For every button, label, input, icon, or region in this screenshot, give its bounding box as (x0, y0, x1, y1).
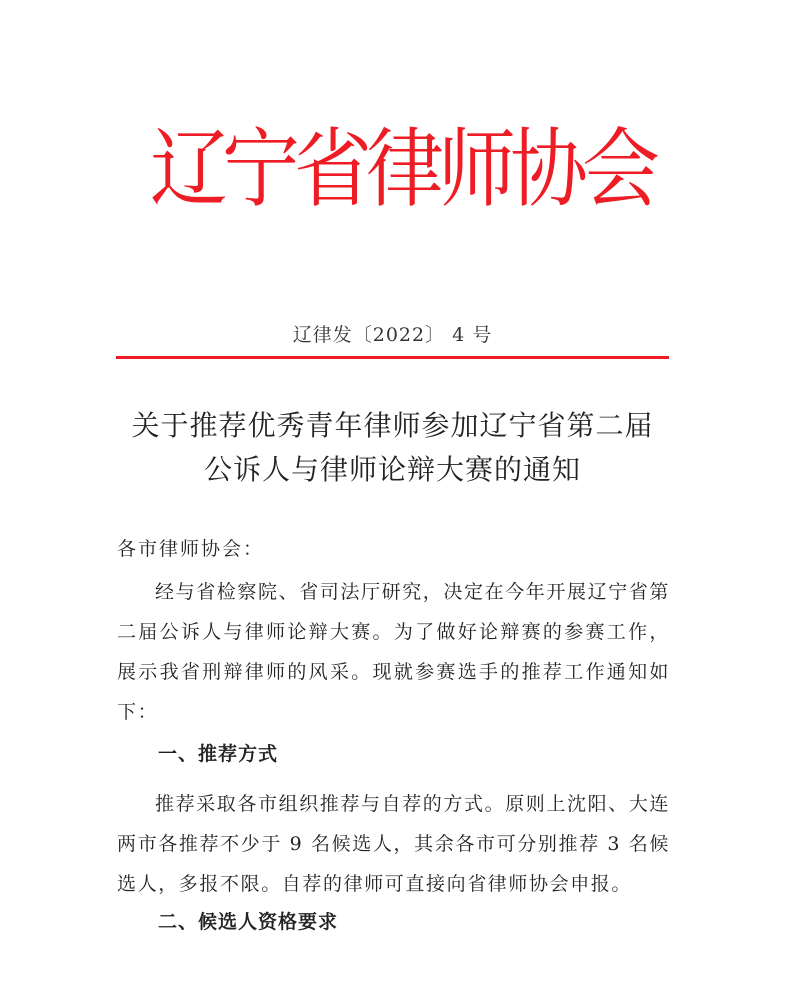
title-line-2: 公诉人与律师论辩大赛的通知 (203, 453, 581, 486)
section-heading-1: 一、推荐方式 (158, 743, 279, 765)
header-divider (116, 356, 669, 359)
salutation: 各市律师协会： (117, 538, 265, 560)
section-1-paragraph: 推荐采取各市组织推荐与自荐的方式。原则上沈阳、大连两市各推荐不少于 9 名候选人，其余各市可分别推荐 3 名候选人，多报不限。自荐的律师可直接向省律师协会申报。 (117, 793, 671, 895)
intro-paragraph: 经与省检察院、省司法厅研究，决定在今年开展辽宁省第二届公诉人与律师论辩大赛。为了做好论辩赛的参赛工作，展示我省刑辩律师的风采。现就参赛选手的推荐工作通知如下： (117, 581, 671, 723)
organization-header: 辽宁省律师协会 (150, 120, 655, 220)
section-heading-2: 二、候选人资格要求 (158, 911, 339, 933)
title-line-1: 关于推荐优秀青年律师参加辽宁省第二届 (131, 409, 654, 442)
document-title (100, 404, 685, 492)
document-number: 辽律发〔2022〕 4 号 (292, 324, 493, 346)
